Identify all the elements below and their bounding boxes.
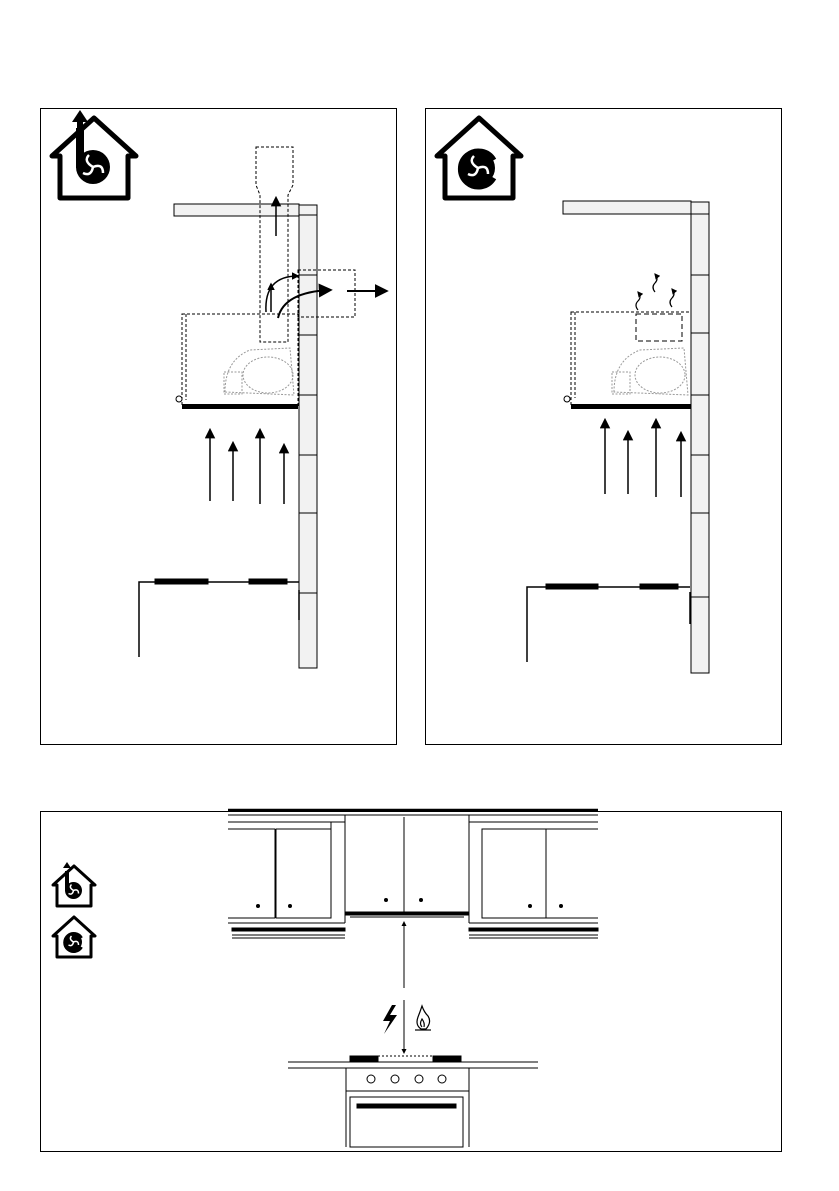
hood-body <box>564 312 691 406</box>
wall <box>691 202 709 673</box>
rising-air-arrows <box>210 430 284 504</box>
ducted-extraction-icon <box>52 110 136 198</box>
carbon-filter-box <box>636 314 682 341</box>
hood-body <box>176 314 298 406</box>
recirculated-air-wisps <box>636 274 674 310</box>
grease-filter <box>182 404 298 409</box>
rising-air-arrows <box>605 420 681 497</box>
wall-cabinets <box>228 810 598 938</box>
electric-hob-icon <box>383 1005 397 1034</box>
wall <box>299 205 317 668</box>
ceiling-shelf <box>563 201 691 214</box>
ducted-extraction-icon <box>53 862 95 906</box>
recirculation-icon <box>53 917 95 957</box>
cabinet-knobs <box>256 898 563 908</box>
gas-hob-icon <box>415 1006 431 1030</box>
cooker <box>288 1056 538 1147</box>
ceiling-shelf <box>174 204 299 216</box>
worktop-hob <box>527 584 690 662</box>
worktop-hob <box>139 579 299 657</box>
recirculation-icon <box>437 118 521 198</box>
grease-filter <box>571 404 691 409</box>
